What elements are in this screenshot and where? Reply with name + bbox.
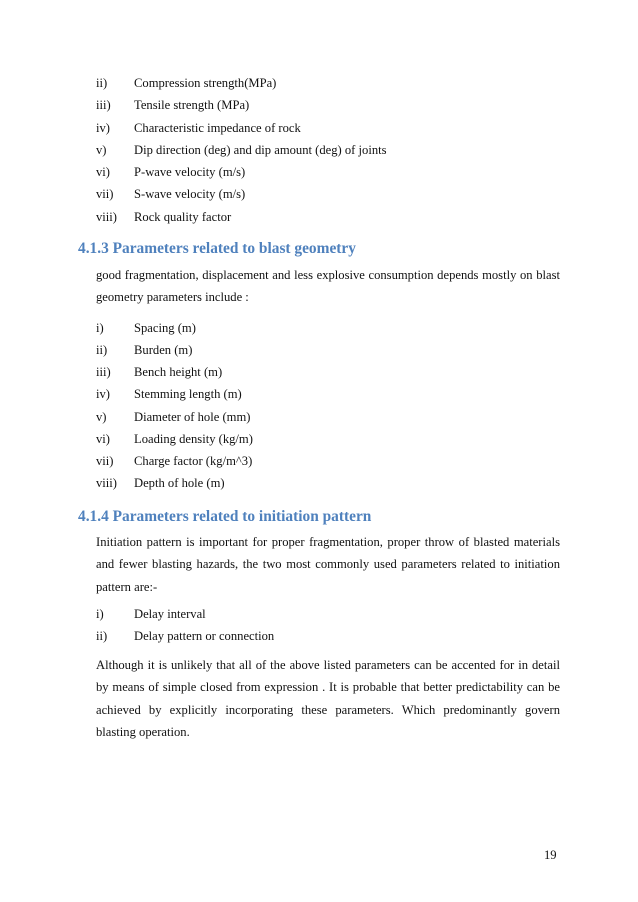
list-text: S-wave velocity (m/s) (134, 187, 246, 201)
list-number: i) (96, 321, 104, 335)
list-text: Burden (m) (134, 343, 193, 357)
closing-paragraph: Although it is unlikely that all of the above listed parameters can be accented for in detail by means of simple closed from expression . It is probable that better predictability can be achieved by explicitly incorporating these parameters. Which predominantly govern blasting operation. (96, 658, 560, 739)
list-number: vii) (96, 454, 114, 468)
list-text: Diameter of hole (mm) (134, 410, 251, 424)
list-number: iii) (96, 365, 111, 379)
list-number: viii) (96, 476, 117, 490)
list-number: vi) (96, 432, 110, 446)
section-heading: 4.1.3 Parameters related to blast geometry (78, 240, 356, 257)
section-intro: Initiation pattern is important for proper fragmentation, proper throw of blasted materials and fewer blasting hazards, the two most commonly used parameters related to initiation pattern are:- (96, 535, 560, 594)
list-number: ii) (96, 629, 108, 643)
list-text: Characteristic impedance of rock (134, 121, 301, 135)
list-text: Charge factor (kg/m^3) (134, 454, 253, 468)
list-text: Stemming length (m) (134, 387, 242, 401)
list-number: viii) (96, 210, 117, 224)
section-intro: good fragmentation, displacement and less explosive consumption depends mostly on blast geometry parameters include : (96, 268, 560, 305)
page-number: 19 (544, 848, 557, 862)
list-number: v) (96, 410, 107, 424)
section-heading: 4.1.4 Parameters related to initiation pattern (78, 508, 372, 525)
list-text: Delay pattern or connection (134, 629, 275, 643)
list-text: Depth of hole (m) (134, 476, 225, 490)
list-text: Rock quality factor (134, 210, 232, 224)
list-number: iv) (96, 387, 110, 401)
list-text: P-wave velocity (m/s) (134, 165, 246, 179)
list-number: i) (96, 607, 104, 621)
list-number: ii) (96, 343, 108, 357)
list-text: Bench height (m) (134, 365, 223, 379)
list-number: iv) (96, 121, 110, 135)
list-text: Dip direction (deg) and dip amount (deg) of joints (134, 143, 387, 157)
list-number: iii) (96, 98, 111, 112)
list-number: vi) (96, 165, 110, 179)
list-text: Tensile strength (MPa) (134, 98, 250, 112)
list-text: Spacing (m) (134, 321, 196, 335)
list-text: Delay interval (134, 607, 206, 621)
list-number: v) (96, 143, 107, 157)
list-text: Compression strength(MPa) (134, 76, 277, 90)
list-number: vii) (96, 187, 114, 201)
list-number: ii) (96, 76, 108, 90)
list-text: Loading density (kg/m) (134, 432, 253, 446)
